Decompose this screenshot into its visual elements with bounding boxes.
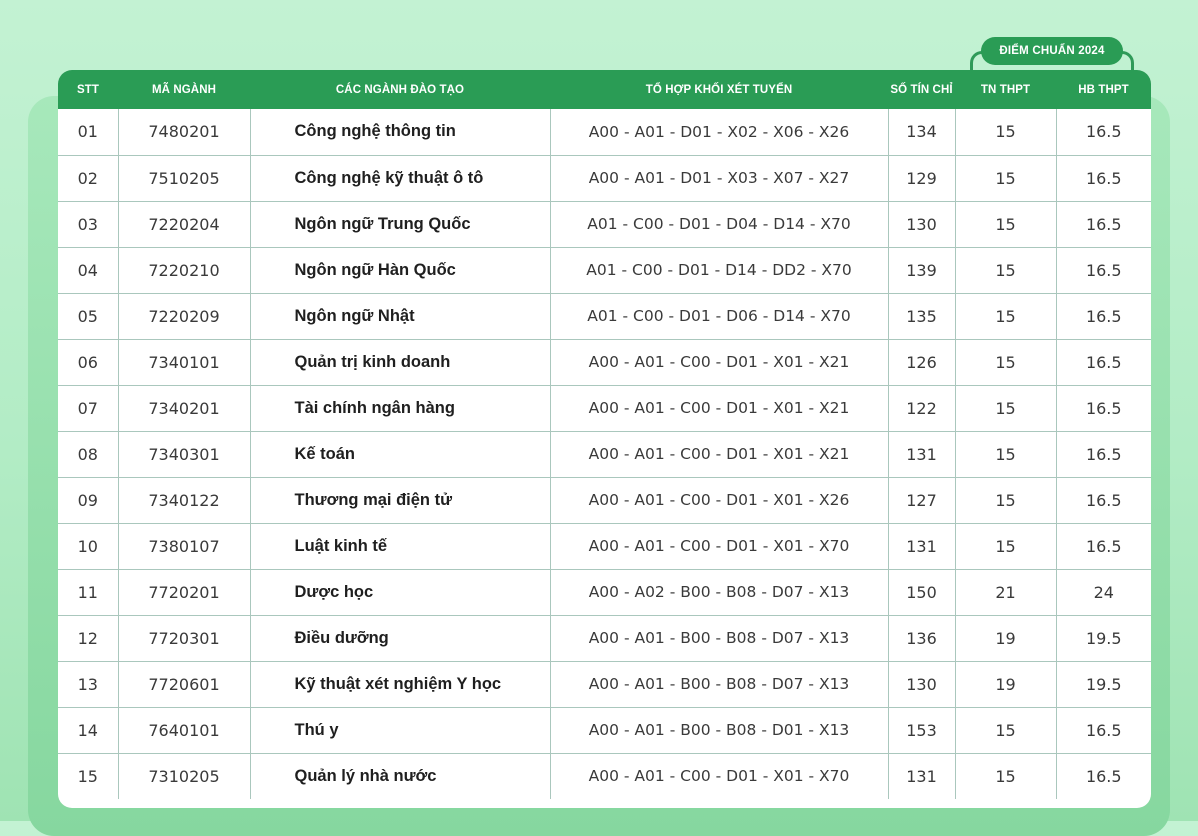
header-stt: STT xyxy=(76,83,100,96)
cell-major: Điều dưỡng xyxy=(250,615,550,661)
cell-credits: 135 xyxy=(888,293,955,339)
cell-combo: A00 - A01 - C00 - D01 - X01 - X70 xyxy=(550,753,888,799)
cell-stt: 10 xyxy=(58,523,118,569)
table-row xyxy=(58,385,1151,431)
cell-code: 7310205 xyxy=(118,753,250,799)
cell-major: Ngôn ngữ Hàn Quốc xyxy=(250,247,550,293)
cell-major: Dược học xyxy=(250,569,550,615)
cell-stt: 05 xyxy=(58,293,118,339)
table-row xyxy=(58,707,1151,753)
cell-credits: 126 xyxy=(888,339,955,385)
cell-stt: 07 xyxy=(58,385,118,431)
cell-stt: 06 xyxy=(58,339,118,385)
cell-code: 7220209 xyxy=(118,293,250,339)
cell-tn-thpt: 15 xyxy=(955,201,1056,247)
cell-tn-thpt: 15 xyxy=(955,385,1056,431)
header-tn-thpt: TN THPT xyxy=(980,83,1031,96)
table-header-row xyxy=(58,70,1151,109)
table-row xyxy=(58,569,1151,615)
table-row xyxy=(58,293,1151,339)
cell-code: 7720201 xyxy=(118,569,250,615)
cell-major: Thú y xyxy=(250,707,550,753)
admission-table xyxy=(58,70,1151,799)
cell-combo: A00 - A01 - D01 - X03 - X07 - X27 xyxy=(550,155,888,201)
cell-major: Công nghệ thông tin xyxy=(250,109,550,155)
cell-hb-thpt: 19.5 xyxy=(1056,615,1151,661)
cell-hb-thpt: 16.5 xyxy=(1056,201,1151,247)
header-code: MÃ NGÀNH xyxy=(151,83,217,96)
table-row xyxy=(58,477,1151,523)
cell-stt: 08 xyxy=(58,431,118,477)
cell-hb-thpt: 16.5 xyxy=(1056,109,1151,155)
cell-hb-thpt: 16.5 xyxy=(1056,155,1151,201)
cell-combo: A01 - C00 - D01 - D14 - DD2 - X70 xyxy=(550,247,888,293)
cell-credits: 127 xyxy=(888,477,955,523)
admission-table-card xyxy=(58,70,1151,808)
header-hb-thpt: HB THPT xyxy=(1078,83,1129,96)
cell-major: Kỹ thuật xét nghiệm Y học xyxy=(250,661,550,707)
header-credits: SỐ TÍN CHỈ xyxy=(890,83,953,96)
header-combo: TỔ HỢP KHỐI XÉT TUYỂN xyxy=(645,83,793,96)
cell-major: Tài chính ngân hàng xyxy=(250,385,550,431)
cell-code: 7220210 xyxy=(118,247,250,293)
cell-major: Ngôn ngữ Nhật xyxy=(250,293,550,339)
cell-combo: A00 - A01 - B00 - B08 - D07 - X13 xyxy=(550,615,888,661)
header-major: CÁC NGÀNH ĐÀO TẠO xyxy=(335,83,465,96)
cell-tn-thpt: 15 xyxy=(955,707,1056,753)
cell-combo: A00 - A01 - C00 - D01 - X01 - X21 xyxy=(550,431,888,477)
cell-major: Công nghệ kỹ thuật ô tô xyxy=(250,155,550,201)
cell-code: 7340301 xyxy=(118,431,250,477)
table-row xyxy=(58,523,1151,569)
cell-credits: 150 xyxy=(888,569,955,615)
cell-major: Ngôn ngữ Trung Quốc xyxy=(250,201,550,247)
cell-combo: A00 - A01 - D01 - X02 - X06 - X26 xyxy=(550,109,888,155)
cell-stt: 14 xyxy=(58,707,118,753)
cell-stt: 09 xyxy=(58,477,118,523)
cell-credits: 130 xyxy=(888,661,955,707)
cell-combo: A00 - A02 - B00 - B08 - D07 - X13 xyxy=(550,569,888,615)
table-row xyxy=(58,109,1151,155)
cell-credits: 134 xyxy=(888,109,955,155)
cell-credits: 122 xyxy=(888,385,955,431)
table-row xyxy=(58,753,1151,799)
table-row xyxy=(58,247,1151,293)
cell-credits: 131 xyxy=(888,431,955,477)
cell-major: Quản lý nhà nước xyxy=(250,753,550,799)
cell-credits: 129 xyxy=(888,155,955,201)
cell-tn-thpt: 15 xyxy=(955,293,1056,339)
cell-tn-thpt: 15 xyxy=(955,155,1056,201)
cell-code: 7340101 xyxy=(118,339,250,385)
cell-hb-thpt: 16.5 xyxy=(1056,247,1151,293)
cell-combo: A00 - A01 - C00 - D01 - X01 - X70 xyxy=(550,523,888,569)
cell-tn-thpt: 19 xyxy=(955,615,1056,661)
cell-major: Kế toán xyxy=(250,431,550,477)
table-row xyxy=(58,661,1151,707)
score-year-badge: ĐIỂM CHUẨN 2024 xyxy=(981,37,1123,65)
cell-combo: A00 - A01 - C00 - D01 - X01 - X21 xyxy=(550,385,888,431)
cell-tn-thpt: 15 xyxy=(955,523,1056,569)
cell-stt: 13 xyxy=(58,661,118,707)
cell-combo: A00 - A01 - B00 - B08 - D07 - X13 xyxy=(550,661,888,707)
cell-tn-thpt: 15 xyxy=(955,109,1056,155)
cell-hb-thpt: 16.5 xyxy=(1056,339,1151,385)
cell-code: 7340122 xyxy=(118,477,250,523)
cell-hb-thpt: 16.5 xyxy=(1085,766,1122,786)
cell-credits: 153 xyxy=(888,707,955,753)
cell-tn-thpt: 15 xyxy=(955,247,1056,293)
cell-hb-thpt: 16.5 xyxy=(1056,385,1151,431)
cell-credits: 139 xyxy=(888,247,955,293)
cell-hb-thpt: 19.5 xyxy=(1056,661,1151,707)
cell-combo: A00 - A01 - C00 - D01 - X01 - X26 xyxy=(550,477,888,523)
cell-hb-thpt: 16.5 xyxy=(1056,477,1151,523)
cell-stt: 01 xyxy=(58,109,118,155)
cell-hb-thpt: 16.5 xyxy=(1056,293,1151,339)
cell-stt: 11 xyxy=(58,569,118,615)
cell-stt: 12 xyxy=(58,615,118,661)
cell-tn-thpt: 15 xyxy=(955,477,1056,523)
table-row xyxy=(58,201,1151,247)
cell-credits: 136 xyxy=(888,615,955,661)
cell-combo: A01 - C00 - D01 - D04 - D14 - X70 xyxy=(550,201,888,247)
cell-combo: A00 - A01 - C00 - D01 - X01 - X21 xyxy=(550,339,888,385)
cell-code: 7720601 xyxy=(118,661,250,707)
cell-tn-thpt: 19 xyxy=(955,661,1056,707)
cell-stt: 04 xyxy=(58,247,118,293)
cell-code: 7220204 xyxy=(118,201,250,247)
cell-credits: 130 xyxy=(888,201,955,247)
table-row xyxy=(58,615,1151,661)
cell-stt: 15 xyxy=(58,753,118,799)
cell-stt: 03 xyxy=(58,201,118,247)
cell-tn-thpt: 15 xyxy=(955,339,1056,385)
cell-credits: 131 xyxy=(888,523,955,569)
table-row xyxy=(58,339,1151,385)
cell-tn-thpt: 15 xyxy=(955,753,1056,799)
cell-tn-thpt: 15 xyxy=(955,431,1056,477)
cell-code: 7720301 xyxy=(118,615,250,661)
table-row xyxy=(58,155,1151,201)
table-body xyxy=(58,109,1151,799)
cell-combo: A00 - A01 - B00 - B08 - D01 - X13 xyxy=(550,707,888,753)
cell-major: Quản trị kinh doanh xyxy=(250,339,550,385)
cell-code: 7480201 xyxy=(118,109,250,155)
cell-hb-thpt: 16.5 xyxy=(1056,431,1151,477)
cell-tn-thpt: 21 xyxy=(955,569,1056,615)
cell-code: 7510205 xyxy=(118,155,250,201)
cell-stt: 02 xyxy=(58,155,118,201)
cell-hb-thpt: 24 xyxy=(1056,569,1151,615)
cell-combo: A01 - C00 - D01 - D06 - D14 - X70 xyxy=(550,293,888,339)
cell-hb-thpt: 16.5 xyxy=(1056,523,1151,569)
cell-major: Luật kinh tế xyxy=(250,523,550,569)
table-row xyxy=(58,431,1151,477)
cell-major: Thương mại điện tử xyxy=(250,477,550,523)
cell-hb-thpt: 16.5 xyxy=(1056,707,1151,753)
cell-code: 7640101 xyxy=(118,707,250,753)
cell-code: 7340201 xyxy=(118,385,250,431)
cell-credits: 131 xyxy=(888,753,955,799)
cell-code: 7380107 xyxy=(118,523,250,569)
